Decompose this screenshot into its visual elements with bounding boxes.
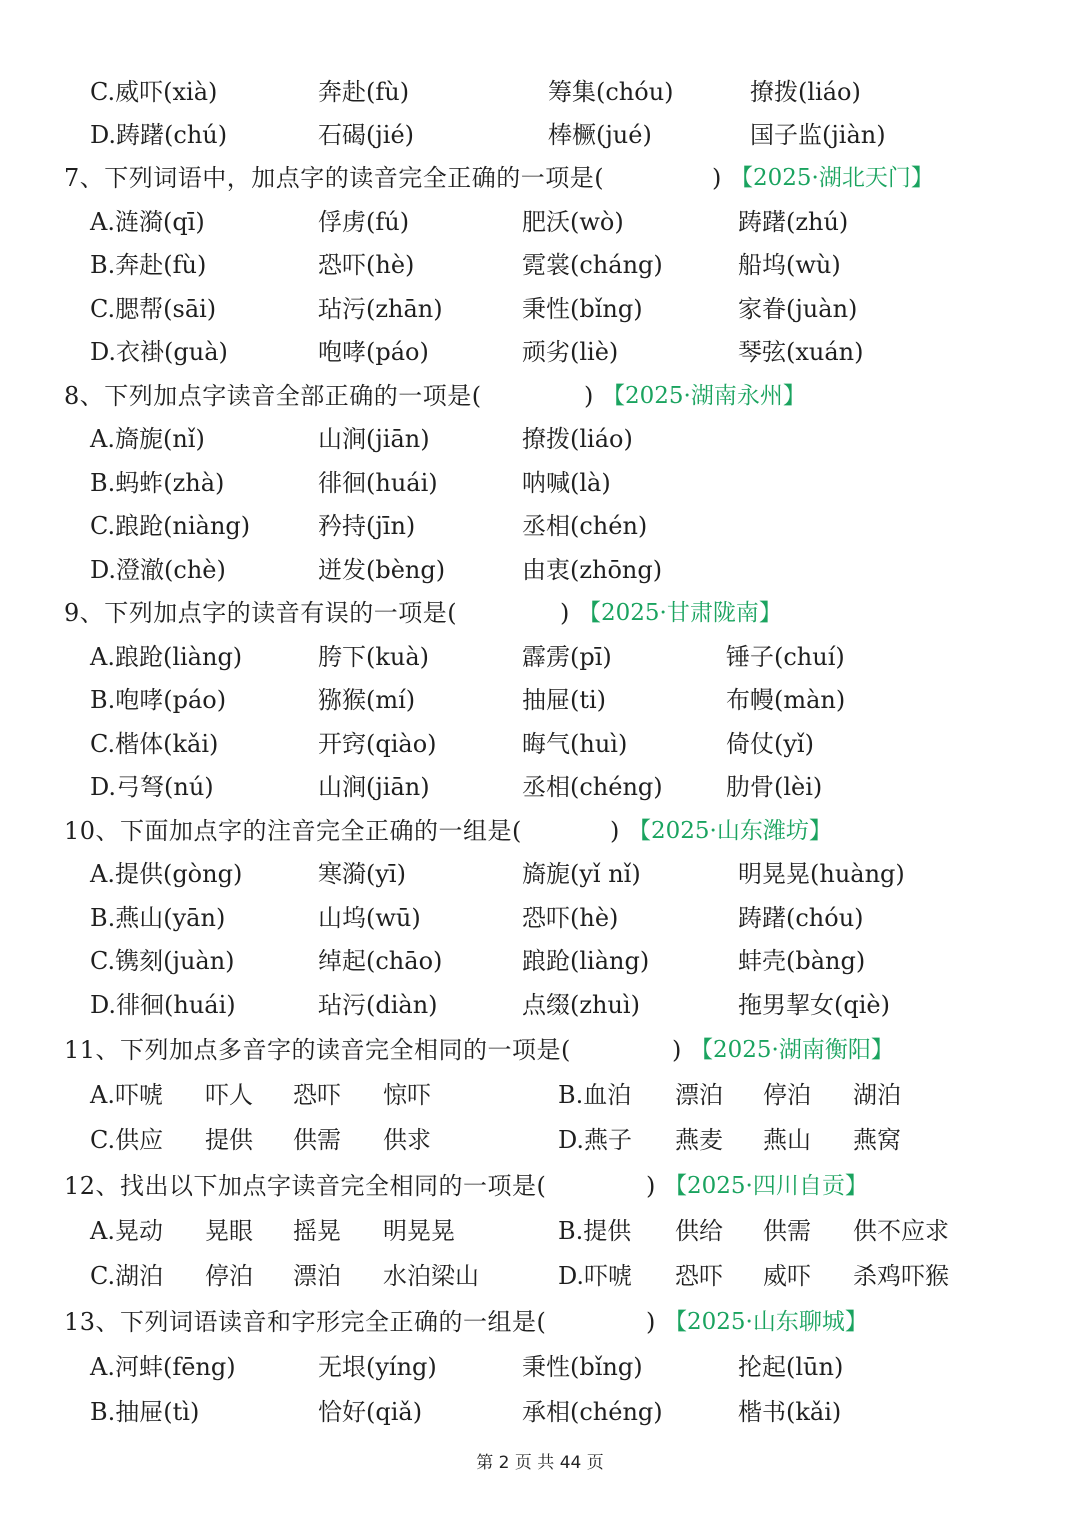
- option-item: A.吓唬: [90, 1081, 163, 1109]
- option-item: 顽劣(liè): [522, 338, 619, 366]
- option-item: 开窍(qiào): [318, 730, 437, 758]
- source-tag: 【2025·湖北天门】: [730, 165, 934, 191]
- option-item: 供给: [675, 1217, 723, 1245]
- option-item: 丞相(chéng): [522, 773, 663, 801]
- source-tag: 【2025·四川自贡】: [664, 1173, 868, 1199]
- option-item: 蚌壳(bàng): [738, 947, 866, 975]
- question-text: 9、下列加点字的读音有误的一项是(: [64, 599, 458, 627]
- option-line: [0, 941, 1080, 981]
- source-tag: 【2025·湖南衡阳】: [690, 1037, 894, 1063]
- option-item: A.旖旎(nǐ): [90, 425, 205, 453]
- option-line: [0, 985, 1080, 1025]
- option-item: 水泊梁山: [383, 1262, 479, 1290]
- option-item: D.弓弩(nú): [90, 773, 214, 801]
- option-item: 抽屉(ti): [522, 686, 607, 714]
- option-line: [0, 72, 1080, 112]
- option-item: 棒橛(jué): [548, 121, 652, 149]
- option-item: C.湖泊: [90, 1262, 164, 1290]
- answer-blank-close: ): [712, 164, 722, 192]
- answer-blank-close: ): [672, 1036, 682, 1064]
- option-item: A.河蚌(fēng): [90, 1353, 236, 1381]
- answer-blank-close: ): [610, 817, 620, 845]
- option-item: 肥沃(wò): [522, 208, 624, 236]
- option-item: 燕山: [763, 1126, 811, 1154]
- question-line: [0, 1030, 1080, 1070]
- option-item: 徘徊(huái): [318, 469, 438, 497]
- option-item: 拖男挈女(qiè): [738, 991, 890, 1019]
- option-item: 锤子(chuí): [726, 643, 845, 671]
- option-line: [0, 637, 1080, 677]
- option-item: 矜持(jīn): [318, 512, 416, 540]
- option-item: 秉性(bǐng): [522, 1353, 643, 1381]
- answer-blank-close: ): [560, 599, 570, 627]
- option-item: B.奔赴(fù): [90, 251, 207, 279]
- answer-blank-close: ): [646, 1172, 656, 1200]
- option-item: A.晃动: [90, 1217, 163, 1245]
- page-footer: 第 2 页 共 44 页: [476, 1453, 604, 1473]
- option-item: 晃眼: [205, 1217, 253, 1245]
- option-line: [0, 1347, 1080, 1387]
- option-item: B.抽屉(tì): [90, 1398, 200, 1426]
- question-line: [0, 376, 1080, 416]
- option-line: [0, 245, 1080, 285]
- question-line: [0, 811, 1080, 851]
- option-item: 踌躇(zhú): [738, 208, 849, 236]
- option-item: 晦气(huì): [522, 730, 628, 758]
- option-item: C.踉跄(niàng): [90, 512, 251, 540]
- question-line: [0, 1302, 1080, 1342]
- option-item: 山坞(wū): [318, 904, 421, 932]
- option-item: A.提供(gòng): [90, 860, 243, 888]
- option-line: [0, 115, 1080, 155]
- option-item: 摇晃: [293, 1217, 341, 1245]
- option-item: 点缀(zhuì): [522, 991, 640, 1019]
- option-item: 绰起(chāo): [318, 947, 443, 975]
- source-tag: 【2025·甘肃陇南】: [578, 600, 782, 626]
- option-line: [0, 724, 1080, 764]
- option-item: 琴弦(xuán): [738, 338, 864, 366]
- option-item: D.衣褂(guà): [90, 338, 228, 366]
- question-text: 7、下列词语中，加点字的读音完全正确的一项是(: [64, 164, 605, 192]
- option-item: 霓裳(cháng): [522, 251, 663, 279]
- option-item: 恐吓(hè): [318, 251, 415, 279]
- option-item: 燕麦: [675, 1126, 723, 1154]
- option-item: 惊吓: [383, 1081, 431, 1109]
- option-item: 吓人: [205, 1081, 253, 1109]
- option-item: 提供: [205, 1126, 253, 1154]
- option-item: 霹雳(pī): [522, 643, 612, 671]
- question-text: 12、找出以下加点字读音完全相同的一项是(: [64, 1172, 547, 1200]
- option-item: 杀鸡吓猴: [853, 1262, 949, 1290]
- source-tag: 【2025·山东潍坊】: [628, 818, 832, 844]
- option-item: A.涟漪(qī): [90, 208, 205, 236]
- option-item: D.澄澈(chè): [90, 556, 226, 584]
- option-item: B.蚂蚱(zhà): [90, 469, 225, 497]
- option-item: B.咆哮(páo): [90, 686, 227, 714]
- answer-blank-close: ): [646, 1308, 656, 1336]
- option-item: 供求: [383, 1126, 431, 1154]
- option-item: 倚仗(yǐ): [726, 730, 814, 758]
- option-item: 山涧(jiān): [318, 425, 430, 453]
- option-line: [0, 506, 1080, 546]
- option-item: 恐吓: [293, 1081, 341, 1109]
- option-line: [0, 1120, 1080, 1160]
- option-item: 撩拨(liáo): [522, 425, 633, 453]
- option-item: 咆哮(páo): [318, 338, 429, 366]
- option-line: [0, 202, 1080, 242]
- source-tag: 【2025·山东聊城】: [664, 1309, 868, 1335]
- option-item: 踉跄(liàng): [522, 947, 650, 975]
- option-line: [0, 1392, 1080, 1432]
- option-item: 筹集(chóu): [548, 78, 674, 106]
- option-item: D.燕子: [558, 1126, 633, 1154]
- option-item: 玷污(zhān): [318, 295, 443, 323]
- option-item: 明晃晃(huàng): [738, 860, 905, 888]
- option-item: 山涧(jiān): [318, 773, 430, 801]
- option-item: 秉性(bǐng): [522, 295, 643, 323]
- option-item: 猕猴(mí): [318, 686, 416, 714]
- source-tag: 【2025·湖南永州】: [602, 383, 806, 409]
- option-item: B.血泊: [558, 1081, 632, 1109]
- option-item: 国子监(jiàn): [750, 121, 886, 149]
- option-item: 旖旎(yǐ nǐ): [522, 860, 641, 888]
- option-item: 停泊: [205, 1262, 253, 1290]
- question-text: 11、下列加点多音字的读音完全相同的一项是(: [64, 1036, 571, 1064]
- option-item: 撩拨(liáo): [750, 78, 861, 106]
- option-line: [0, 419, 1080, 459]
- option-item: 停泊: [763, 1081, 811, 1109]
- option-item: 明晃晃: [383, 1217, 455, 1245]
- option-line: [0, 1211, 1080, 1251]
- option-line: [0, 898, 1080, 938]
- option-item: 恐吓: [675, 1262, 723, 1290]
- option-line: [0, 1256, 1080, 1296]
- option-item: 恰好(qiǎ): [318, 1398, 423, 1426]
- option-item: B.燕山(yān): [90, 904, 226, 932]
- option-item: 供不应求: [853, 1217, 949, 1245]
- option-line: [0, 550, 1080, 590]
- option-item: C.供应: [90, 1126, 164, 1154]
- answer-blank-close: ): [584, 382, 594, 410]
- option-item: 由衷(zhōng): [522, 556, 663, 584]
- option-item: 楷书(kǎi): [738, 1398, 842, 1426]
- question-line: [0, 593, 1080, 633]
- option-line: [0, 289, 1080, 329]
- option-item: 燕窝: [853, 1126, 901, 1154]
- option-item: 呐喊(là): [522, 469, 611, 497]
- option-item: 玷污(diàn): [318, 991, 438, 1019]
- option-item: 石碣(jié): [318, 121, 415, 149]
- option-line: [0, 767, 1080, 807]
- option-item: 布幔(màn): [726, 686, 846, 714]
- option-item: 供需: [763, 1217, 811, 1245]
- option-item: 漂泊: [293, 1262, 341, 1290]
- option-item: C.威吓(xià): [90, 78, 218, 106]
- question-text: 10、下面加点字的注音完全正确的一组是(: [64, 817, 522, 845]
- option-item: 奔赴(fù): [318, 78, 410, 106]
- option-item: 踌躇(chóu): [738, 904, 864, 932]
- option-item: 无垠(yíng): [318, 1353, 437, 1381]
- option-item: D.踌躇(chú): [90, 121, 228, 149]
- option-line: [0, 1075, 1080, 1115]
- option-item: 供需: [293, 1126, 341, 1154]
- option-item: 恐吓(hè): [522, 904, 619, 932]
- option-item: C.镌刻(juàn): [90, 947, 235, 975]
- option-item: C.腮帮(sāi): [90, 295, 217, 323]
- option-item: 俘虏(fú): [318, 208, 410, 236]
- option-item: B.提供: [558, 1217, 632, 1245]
- option-item: D.吓唬: [558, 1262, 633, 1290]
- question-text: 8、下列加点字读音全部正确的一项是(: [64, 382, 482, 410]
- option-item: 船坞(wù): [738, 251, 841, 279]
- question-text: 13、下列词语读音和字形完全正确的一组是(: [64, 1308, 547, 1336]
- question-line: [0, 1166, 1080, 1206]
- option-item: 湖泊: [853, 1081, 901, 1109]
- option-item: D.徘徊(huái): [90, 991, 236, 1019]
- option-line: [0, 332, 1080, 372]
- option-item: 家眷(juàn): [738, 295, 858, 323]
- option-line: [0, 854, 1080, 894]
- option-item: C.楷体(kǎi): [90, 730, 219, 758]
- option-item: 丞相(chén): [522, 512, 648, 540]
- option-item: 威吓: [763, 1262, 811, 1290]
- option-item: 肋骨(lèi): [726, 773, 823, 801]
- option-line: [0, 680, 1080, 720]
- option-item: 承相(chéng): [522, 1398, 663, 1426]
- question-line: [0, 158, 1080, 198]
- option-item: A.踉跄(liàng): [90, 643, 243, 671]
- option-item: 寒漪(yī): [318, 860, 406, 888]
- option-item: 漂泊: [675, 1081, 723, 1109]
- option-item: 抡起(lūn): [738, 1353, 844, 1381]
- option-item: 胯下(kuà): [318, 643, 430, 671]
- option-line: [0, 463, 1080, 503]
- option-item: 迸发(bèng): [318, 556, 446, 584]
